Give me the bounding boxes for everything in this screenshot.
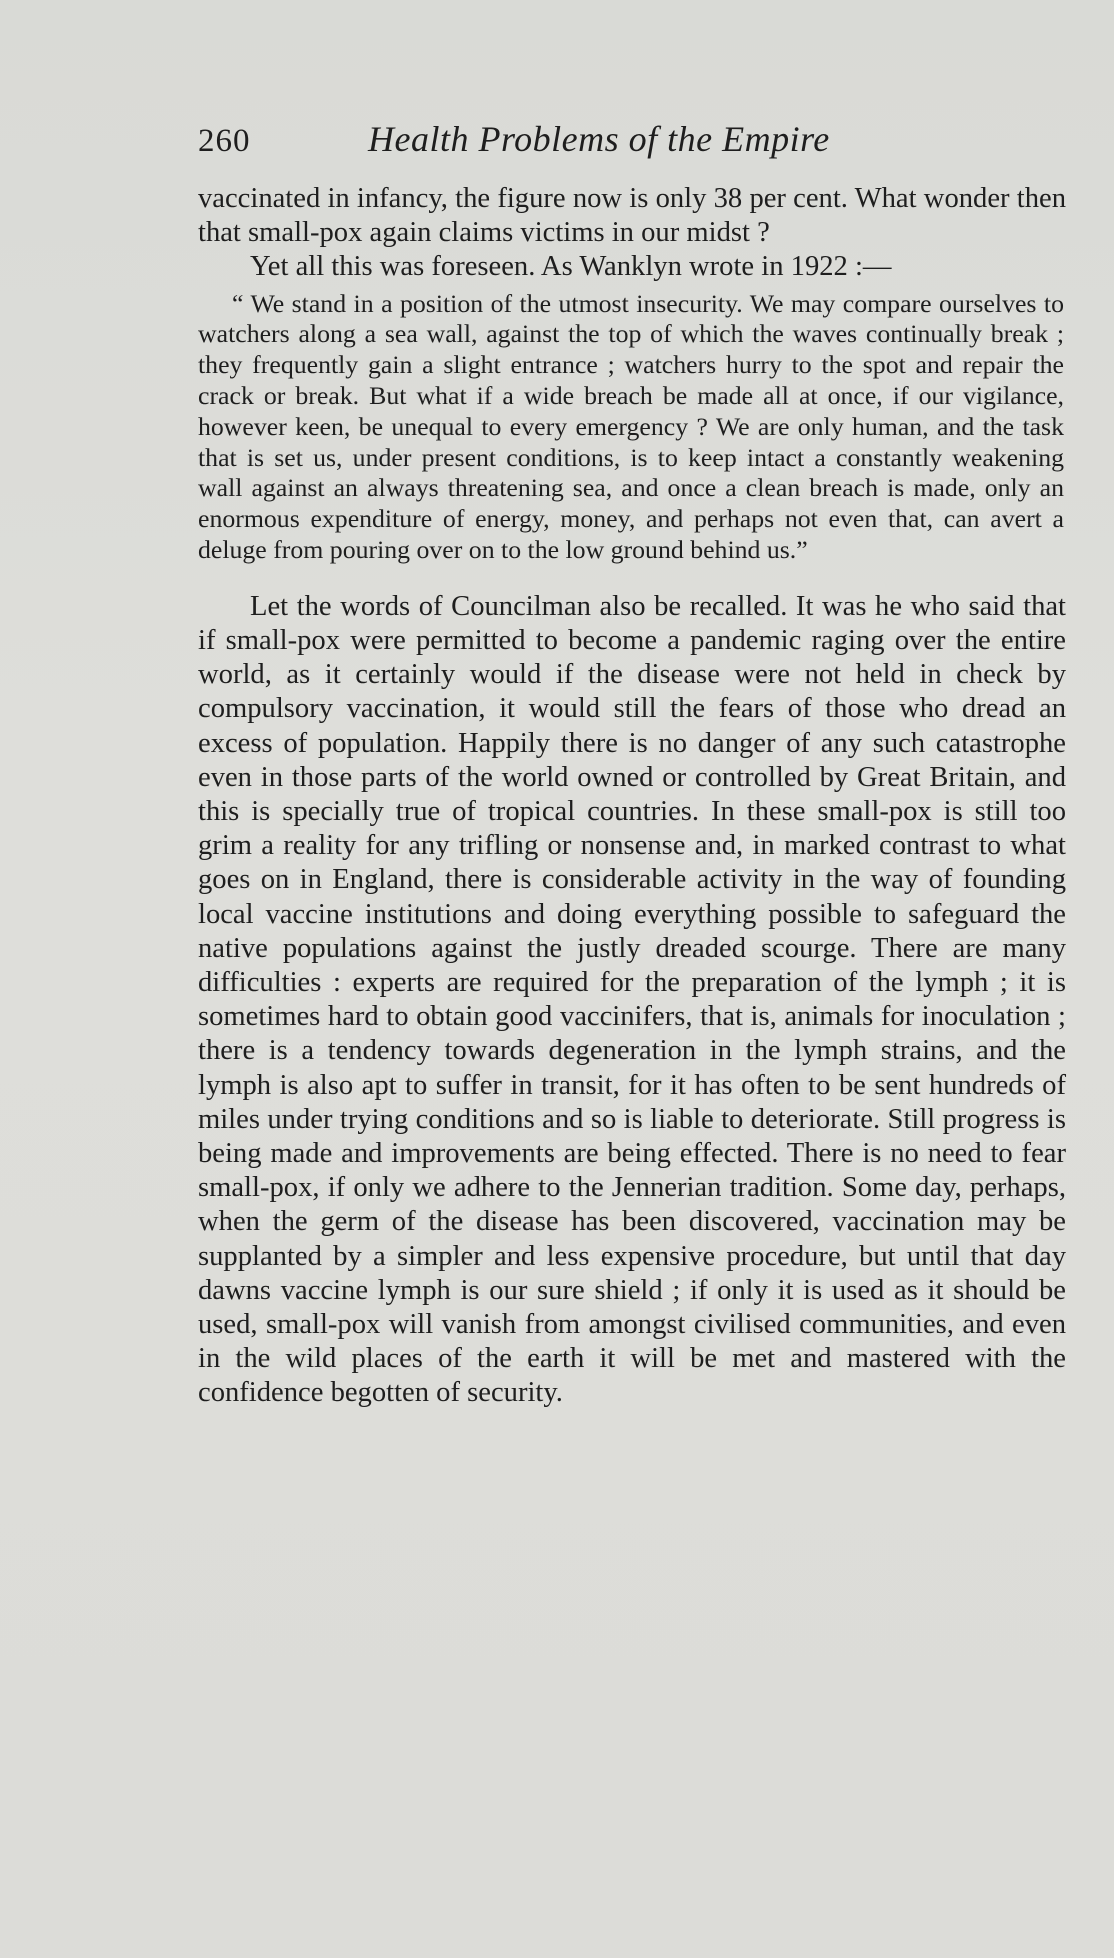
block-quote-wanklyn: “ We stand in a position of the utmost insecurity. We may compare ourselves to watchers along a sea wall, against the top of which the waves continually break ; they frequently gain a slight entrance ; watchers hurry to the spot and repair the crack or break. But what if a wide breach be made all at once, if our vigilance, however keen, be unequal to every emergency ? We are only human, and the task that is set us, under present conditions, is to keep intact a constantly weakening wall against an always threatening sea, and once a clean breach is made, only an enormous expenditure of energy, money, and perhaps not even that, can avert a deluge from pouring over on to the low ground behind us.”	[198, 288, 1064, 564]
running-header	[198, 118, 1066, 174]
running-title: Health Problems of the Empire	[368, 119, 830, 159]
book-page	[198, 118, 1066, 1411]
page-number: 260	[198, 123, 251, 159]
paragraph-councilman: Let the words of Councilman also be recalled. It was he who said that if small-pox were permitted to become a pandemic raging over the entire world, as it certainly would if the disease were not held in check by compulsory vaccination, it would still the fears of those who dread an excess of population. Happily there is no danger of any such catastrophe even in those parts of the world owned or controlled by Great Britain, and this is specially true of tropical countries. In these small-pox is still too grim a reality for any trifling or nonsense and, in marked contrast to what goes on in England, there is considerable activity in the way of founding local vaccine institutions and doing everything possible to safeguard the native populations against the justly dreaded scourge. There are many difficulties : experts are required for the preparation of the lymph ; it is sometimes hard to obtain good vaccinifers, that is, animals for inoculation ; there is a tendency towards degeneration in the lymph strains, and the lymph is also apt to suffer in transit, for it has often to be sent hundreds of miles under trying conditions and so is liable to deteriorate. Still progress is being made and improvements are being effected. There is no need to fear small-pox, if only we adhere to the Jennerian tradition. Some day, perhaps, when the germ of the disease has been discovered, vaccination may be supplanted by a simpler and less expensive procedure, but until that day dawns vaccine lymph is our sure shield ; if only it is used as it should be used, small-pox will vanish from amongst civilised communities, and even in the wild places of the earth it will be met and mastered with the confidence begotten of security.	[198, 590, 1066, 1409]
paragraph-continued: vaccinated in infancy, the figure now is only 38 per cent. What wonder then that small-pox again claims victims in our midst ?	[198, 183, 1066, 249]
paragraph-foreseen: Yet all this was foreseen. As Wanklyn wrote in 1922 :—	[250, 251, 892, 283]
